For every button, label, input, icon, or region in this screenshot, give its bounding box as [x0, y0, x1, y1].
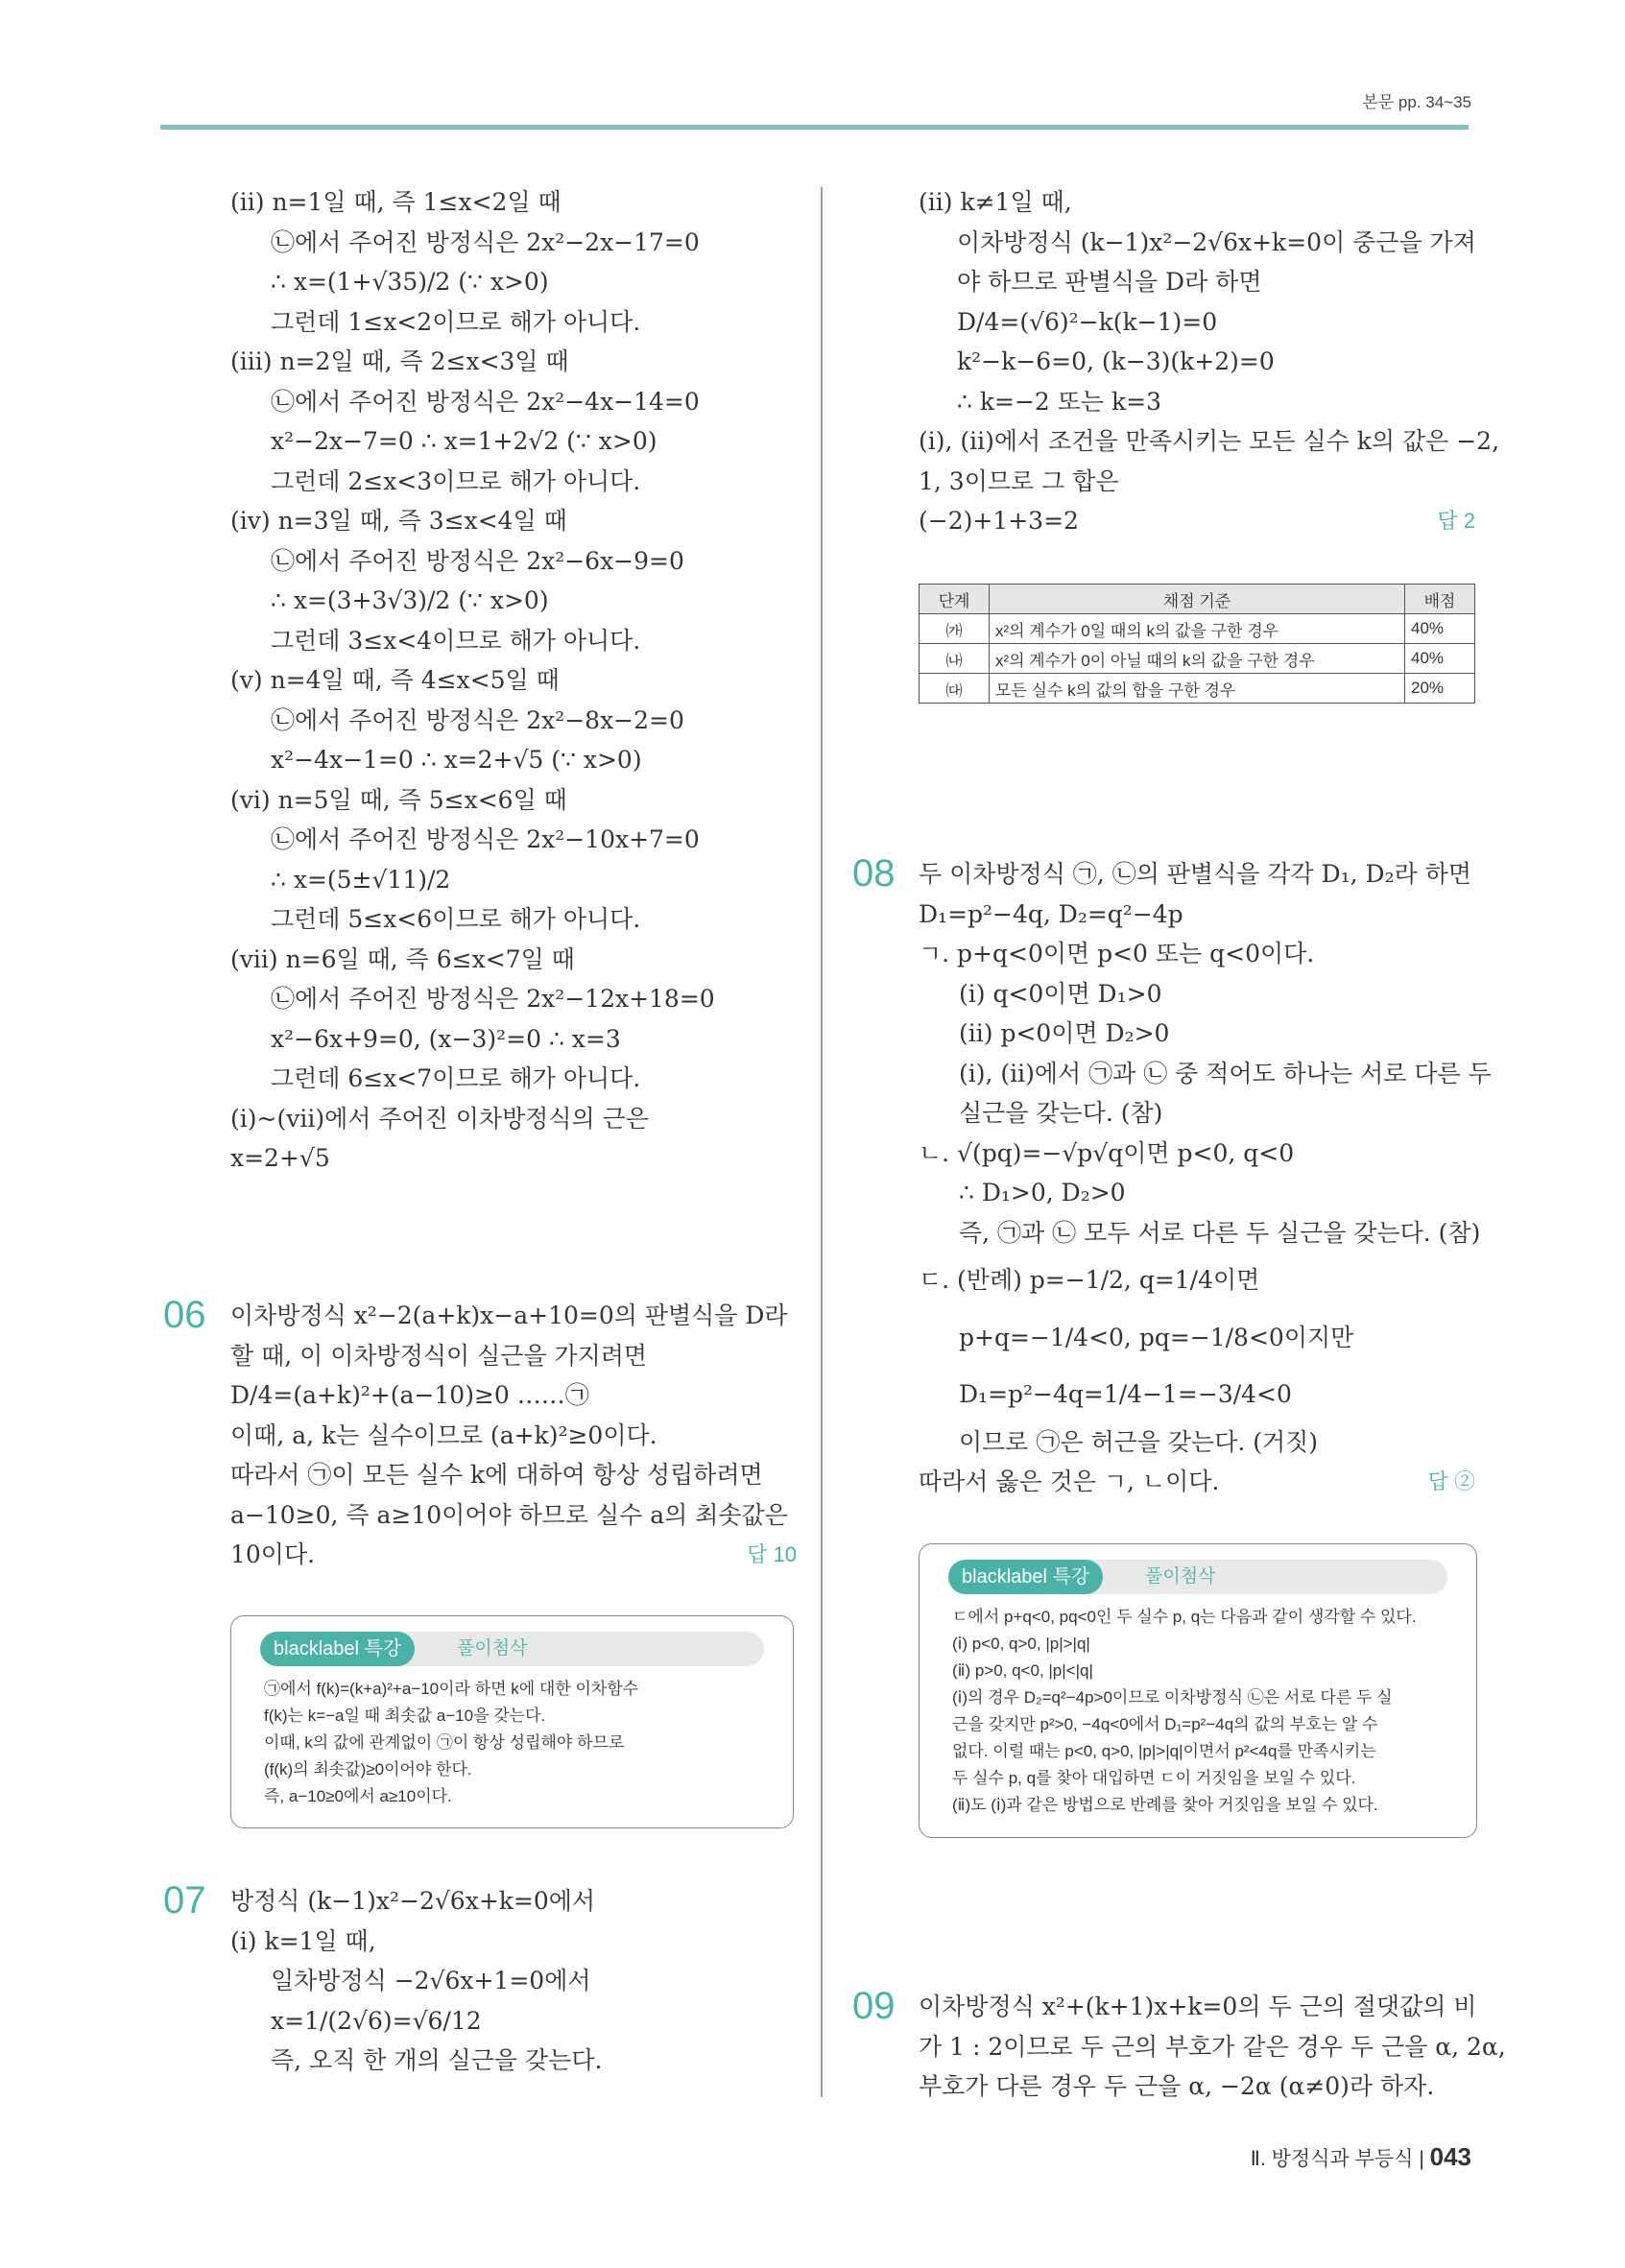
solution-line: 야 하므로 판별식을 D라 하면	[957, 268, 1262, 296]
solution-line: ∴ D₁>0, D₂>0	[959, 1179, 1126, 1206]
box-line: 근을 갖지만 p²>0, −4q<0에서 D₁=p²−4q의 값의 부호는 알 수	[952, 1715, 1378, 1733]
box-line: 두 실수 p, q를 찾아 대입하면 ㄷ이 거짓임을 보일 수 있다.	[952, 1769, 1356, 1787]
box-body	[231, 1676, 793, 1826]
solution-line: 그런데 2≤x<3이므로 해가 아니다.	[271, 466, 641, 495]
solution-line: (ⅱ) n=1일 때, 즉 1≤x<2일 때	[230, 188, 562, 216]
solution-line: 부호가 다른 경우 두 근을 α, −2α (α≠0)라 하자.	[919, 2072, 1435, 2100]
table-cell: 40%	[1405, 644, 1475, 674]
solution-line	[919, 501, 1475, 541]
box-title: blacklabel 특강	[948, 1560, 1103, 1594]
solution-line: 할 때, 이 이차방정식이 실근을 가지려면	[230, 1341, 648, 1370]
solution-line: 그런데 5≤x<6이므로 해가 아니다.	[271, 905, 641, 933]
box-line: (ⅰ) p<0, q>0, |p|>|q|	[952, 1635, 1090, 1653]
solution-line: ∴ x=(3+3√3)/2 (∵ x>0)	[271, 586, 549, 614]
solution-line: ㉡에서 주어진 방정식은 2x²−2x−17=0	[271, 227, 700, 256]
solution-line: ㄴ. √(pq)=−√p√q이면 p<0, q<0	[919, 1138, 1295, 1167]
solution-line: x²−4x−1=0 ∴ x=2+√5 (∵ x>0)	[271, 746, 642, 774]
solution-line: (ⅶ) n=6일 때, 즉 6≤x<7일 때	[230, 944, 575, 973]
solution-line: ㄷ. (반례) p=−1/2, q=1/4이면	[919, 1266, 1260, 1294]
page-reference: 본문 pp. 34~35	[1362, 93, 1471, 111]
solution-line: (ⅱ) k≠1일 때,	[919, 188, 1072, 216]
scoring-table	[919, 584, 1475, 704]
solution-line: ∴ x=(1+√35)/2 (∵ x>0)	[271, 268, 549, 296]
solution-line: (ⅵ) n=5일 때, 즉 5≤x<6일 때	[230, 785, 567, 814]
solution-line: (ⅰ), (ⅱ)에서 ㉠과 ㉡ 중 적어도 하나는 서로 다른 두	[959, 1059, 1492, 1087]
solution-line: ㄱ. p+q<0이면 p<0 또는 q<0이다.	[919, 940, 1315, 967]
table-row	[920, 644, 1475, 674]
table-cell: 20%	[1405, 674, 1475, 704]
solution-line: 그런데 3≤x<4이므로 해가 아니다.	[271, 626, 641, 655]
solution-line: ㉡에서 주어진 방정식은 2x²−10x+7=0	[271, 825, 700, 853]
solution-line: (ⅳ) n=3일 때, 즉 3≤x<4일 때	[230, 507, 567, 535]
solution-line: 가 1 : 2이므로 두 근의 부호가 같은 경우 두 근을 α, 2α,	[919, 2032, 1506, 2061]
table-cell: 40%	[1405, 614, 1475, 644]
answer-08: 답 ②	[1427, 1469, 1475, 1493]
problem-number-08: 08	[852, 852, 896, 895]
solution-text: 따라서 옳은 것은 ㄱ, ㄴ이다.	[919, 1468, 1220, 1495]
table-cell: 모든 실수 k의 값의 합을 구한 경우	[990, 674, 1405, 704]
solution-line: (ⅴ) n=4일 때, 즉 4≤x<5일 때	[230, 666, 560, 694]
solution-line: 이때, a, k는 실수이므로 (a+k)²≥0이다.	[230, 1420, 657, 1449]
table-header-row	[920, 585, 1475, 614]
box-line: (f(k)의 최솟값)≥0이어야 한다.	[264, 1760, 472, 1779]
solution-line: ㉡에서 주어진 방정식은 2x²−8x−2=0	[271, 705, 684, 734]
table-header: 채점 기준	[990, 585, 1405, 614]
problem-number-06: 06	[163, 1294, 206, 1336]
table-cell: x²의 계수가 0이 아닐 때의 k의 값을 구한 경우	[990, 644, 1405, 674]
table-header: 단계	[920, 585, 990, 614]
solution-line: 실근을 갖는다. (참)	[959, 1099, 1163, 1127]
box-subtitle: 풀이첨삭	[1145, 1566, 1216, 1587]
solution-line: 그런데 6≤x<7이므로 해가 아니다.	[271, 1064, 641, 1092]
solution-line: 1, 3이므로 그 합은	[919, 466, 1119, 495]
blacklabel-box-06	[230, 1615, 794, 1828]
solution-line: ∴ x=(5±√11)/2	[271, 865, 451, 894]
box-header	[260, 1632, 764, 1666]
page-number: 043	[1429, 2142, 1471, 2171]
box-subtitle: 풀이첨삭	[457, 1638, 528, 1659]
problem-number-09: 09	[852, 1985, 896, 2027]
box-line: (ⅰ)의 경우 D₂=q²−4p>0이므로 이차방정식 ㉡은 서로 다른 두 실	[952, 1688, 1393, 1707]
table-cell: x²의 계수가 0일 때의 k의 값을 구한 경우	[990, 614, 1405, 644]
solution-text: 10이다.	[230, 1540, 316, 1568]
solution-line: 이차방정식 x²+(k+1)x+k=0의 두 근의 절댓값의 비	[919, 1993, 1477, 2020]
solution-line: (ⅰ) q<0이면 D₁>0	[959, 979, 1162, 1008]
problem-07-continued	[919, 182, 1500, 541]
box-line: 없다. 이럴 때는 p<0, q>0, |p|>|q|이면서 p²<4q를 만족시키는	[952, 1742, 1376, 1760]
answer-06: 답 10	[747, 1542, 797, 1566]
solution-line: x²−2x−7=0 ∴ x=1+2√2 (∵ x>0)	[271, 427, 657, 455]
box-line: f(k)는 k=−a일 때 최솟값 a−10을 갖는다.	[264, 1707, 546, 1725]
table-header: 배점	[1405, 585, 1475, 614]
solution-line: 이차방정식 (k−1)x²−2√6x+k=0이 중근을 가져	[957, 227, 1476, 256]
solution-line: (ⅱ) p<0이면 D₂>0	[959, 1019, 1170, 1047]
solution-line: (ⅰ), (ⅱ)에서 조건을 만족시키는 모든 실수 k의 값은 −2,	[919, 427, 1500, 455]
solution-text: (−2)+1+3=2	[919, 507, 1079, 535]
solution-line: 그런데 1≤x<2이므로 해가 아니다.	[271, 307, 641, 336]
solution-line	[919, 1462, 1475, 1502]
table-cell: ㈐	[920, 674, 990, 704]
solution-line: ㉡에서 주어진 방정식은 2x²−12x+18=0	[271, 985, 715, 1013]
solution-line: x²−6x+9=0, (x−3)²=0 ∴ x=3	[271, 1024, 621, 1053]
header-rule	[160, 125, 1469, 130]
solution-line: D/4=(√6)²−k(k−1)=0	[957, 307, 1218, 336]
solution-line: 방정식 (k−1)x²−2√6x+k=0에서	[230, 1887, 596, 1915]
solution-line: (ⅰ) k=1일 때,	[230, 1926, 376, 1955]
solution-line: ∴ k=−2 또는 k=3	[957, 387, 1161, 416]
solution-line: a−10≥0, 즉 a≥10이어야 하므로 실수 a의 최솟값은	[230, 1500, 788, 1529]
solution-line: 이차방정식 x²−2(a+k)x−a+10=0의 판별식을 D라	[230, 1301, 788, 1329]
box-line: ㉠에서 f(k)=(k+a)²+a−10이라 하면 k에 대한 이차함수	[264, 1680, 639, 1698]
solution-line: p+q=−1/4<0, pq=−1/8<0이지만	[959, 1323, 1354, 1351]
solution-line: 이므로 ㉠은 허근을 갖는다. (거짓)	[959, 1427, 1319, 1456]
solution-line: D/4=(a+k)²+(a−10)≥0 ……㉠	[230, 1381, 589, 1409]
solution-line: k²−k−6=0, (k−3)(k+2)=0	[957, 347, 1275, 375]
table-row	[920, 614, 1475, 644]
column-divider	[821, 187, 823, 2097]
solution-line: 일차방정식 −2√6x+1=0에서	[271, 1967, 591, 1994]
table-cell: ㈎	[920, 614, 990, 644]
solution-line	[230, 1535, 797, 1575]
problem-07-solution	[230, 1881, 797, 2081]
solution-line: x=2+√5	[230, 1144, 330, 1172]
solution-line: 즉, ㉠과 ㉡ 모두 서로 다른 두 실근을 갖는다. (참)	[959, 1218, 1481, 1247]
left-solution-continued	[230, 182, 797, 1179]
box-body	[920, 1604, 1476, 1834]
problem-number-07: 07	[163, 1879, 206, 1922]
box-title: blacklabel 특강	[260, 1632, 415, 1666]
solution-line: 따라서 ㉠이 모든 실수 k에 대하여 항상 성립하려면	[230, 1461, 763, 1489]
solution-line: D₁=p²−4q, D₂=q²−4p	[919, 899, 1183, 928]
solution-line: ㉡에서 주어진 방정식은 2x²−6x−9=0	[271, 546, 684, 575]
solution-line: (ⅰ)~(ⅶ)에서 주어진 이차방정식의 근은	[230, 1104, 649, 1133]
problem-08-solution	[919, 854, 1492, 1502]
box-line: (ⅱ) p>0, q<0, |p|<|q|	[952, 1661, 1093, 1680]
problem-06-solution	[230, 1296, 797, 1575]
box-line: ㄷ에서 p+q<0, pq<0인 두 실수 p, q는 다음과 같이 생각할 수 있다.	[952, 1608, 1417, 1626]
solution-line: 즉, 오직 한 개의 실근을 갖는다.	[271, 2046, 603, 2074]
solution-line: ㉡에서 주어진 방정식은 2x²−4x−14=0	[271, 387, 700, 416]
table-row	[920, 674, 1475, 704]
problem-09-solution	[919, 1987, 1506, 2107]
solution-line: D₁=p²−4q=1/4−1=−3/4<0	[959, 1380, 1292, 1408]
page-footer	[1251, 2142, 1471, 2172]
table-cell: ㈏	[920, 644, 990, 674]
box-line: (ⅱ)도 (ⅰ)과 같은 방법으로 반례를 찾아 거짓임을 보일 수 있다.	[952, 1796, 1378, 1814]
footer-separator: |	[1419, 2148, 1430, 2170]
box-line: 즉, a−10≥0에서 a≥10이다.	[264, 1787, 452, 1805]
answer-07: 답 2	[1437, 509, 1475, 533]
solution-line: 두 이차방정식 ㉠, ㉡의 판별식을 각각 D₁, D₂라 하면	[919, 860, 1472, 888]
solution-line: (ⅲ) n=2일 때, 즉 2≤x<3일 때	[230, 347, 569, 375]
chapter-title: Ⅱ. 방정식과 부등식	[1250, 2148, 1414, 2170]
box-header	[948, 1560, 1447, 1594]
blacklabel-box-08	[919, 1543, 1477, 1838]
solution-line: x=1/(2√6)=√6/12	[271, 2006, 482, 2035]
box-line: 이때, k의 값에 관계없이 ㉠이 항상 성립해야 하므로	[264, 1733, 625, 1752]
